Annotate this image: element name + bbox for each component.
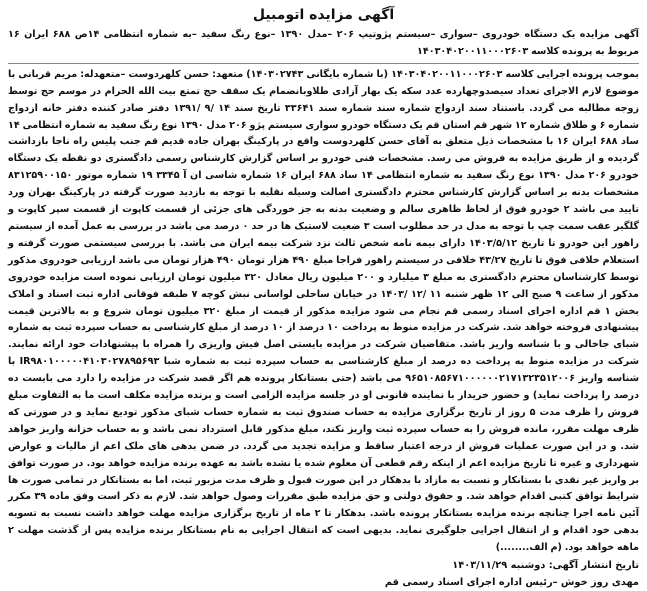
notice-body: بموجب پرونده اجرایی کلاسه ۱۴۰۳۰۴۰۲۰۰۱۱۰۰۰۲۶۰۳ (با شماره بایگانی ۱۴۰۳۰۲۷۴۳) متعهد: حسن کلهردوست –متعهدله: مریم قربانی با موضوع لازم الاجرای تعداد سیصدوچهارده عدد سکه یک بهار آزادی طلاوبانضمام یک سقف حج تمتع بیت الله الحرام در موسم حج توسط زوجه مطالبه می گردد. باستناد سند ازدواج شماره سند شماره سند ۳۳۶۴۱ تاریخ سند ۱۴ /۹ /۱۳۹۱ دفتر صادر کننده دفتر خانه ازدواج شماره ۶ و طلاق شماره ۱۲ شهر قم استان قم یک دستگاه خودرو سواری سیستم پژو ۲۰۶ مدل ۱۳۹۰ نوع رنگ سفید به شماره انتظامی ۱۴ ساد ۶۸۸ ایران ۱۶ با مشخصات ذیل متعلق به آقای حسن کلهردوست واقع در پارکینگ بهران جاده قدیم قم جنب پلیس راه ناجا بازداشت گردیده و از طریق مزایده به فروش می رسد. مشخصات فنی خودرو بر اساس گزارش کارشناس رسمی دادگستری دو نقطه یک دستگاه خودرو ۲۰۶ مدل ۱۳۹۰ نوع رنگ سفید به شماره انتظامی ۱۴ ساد ۶۸۸ ایران ۱۶ شماره شاسی ان آ ۳۳۴۵ ۱۹ شماره موتور ۸۳۱۲۵۹۰۰۱۵۰ مشخصات بدنه بر اساس گزارش کارشناس محترم دادگستری اصالت وسیله نقلیه با توجه به بازدید صورت گرفته در پارکینگ بهران ورد تایید می باشد ۲ خودرو فوق از لحاظ ظاهری سالم و وضعیت بدنه به جز خوردگی های جزئی از قسمت کاپوت از قسمت سپر کاپوت و گلگیر عقب سمت چپ با توجه به مدل در حد مطلوب است ۳ ضعیت لاستیک ها در حد ۰ درصد می باشد در بررسی به عمل آمده از سیستم راهور این خودرو تا تاریخ ۱۴۰۳/۵/۱۲ دارای بیمه نامه شخص ثالث نزد شرکت بیمه ایران می باشد. با بررسی سیستمی صورت گرفته و استعلام خلافی فوق تا تاریخ ۴۳/۲۷ خلافی در سیستم راهور فراجا مبلغ ۴۹۰ هزار تومان ۴۹۰ هزار تومان می باشد ارزیابی خودروی مذکور توسط کارشناسان محترم دادگستری به مبلغ ۳ میلیارد و ۲۰۰ میلیون ریال معادل ۳۲۰ میلیون تومان ارزیابی نموده است مزایده خودروی مذکور از ساعت ۹ صبح الی ۱۲ ظهر شنبه ۱۱ /۱۲ /۱۴۰۳ در خیابان ساحلی لواسانی نبش کوچه ۷ طبقه فوقانی اداره ثبت اسناد و املاک بخش ۱ قم اداره اجرای اسناد رسمی قم نجام می شود مزایده مذکور از قیمت از مبلغ ۳۲۰ میلیون تومان شروع و به بالاترین قیمت پیشنهادی فروخته خواهد شد. شرکت در مزایده منوط به پرداخت ۱۰ درصد از ۱۰ درصد از مبلغ کارشناسی به حساب سپرده ثبت به شماره شبای جاخالی و با شناسه واریز باشد. متقاضیان شرکت در مزایده بایستی اصل فیش واریزی را همراه با پیشنهادات خود ارائه نمایند. شرکت در مزایده منوط به پرداخت ده درصد از مبلغ کارشناسی به حساب سپرده ثبت به شماره شبا IR۹۸۰۱۰۰۰۰۰۴۱۰۳۰۲۷۸۹۵۶۹۳ با شناسه واریز ۹۶۵۱۰۸۵۶۷۱۰۰۰۰۰۰۲۱۷۱۳۲۳۵۱۲۰۰۶ می باشد (حتی بستانکار پرونده هم اگر قصد شرکت در مزایده را دارد می بایست ده درصد را پرداخت نماید) و حضور خریدار با نماینده قانونی او در جلسه مزایده الزامی است و برنده مزایده مکلف است ما به التفاوت مبلغ فروش را ظرف مدت ۵ روز از تاریخ برگزاری مزایده به حساب صندوق ثبت به شماره حساب شبای مذکور تودیع نماید و در صورتی که ظرف مهلت مقرر، مانده فروش را به حساب سپرده ثبت واریز نکند، مبلغ مذکور قابل استرداد نمی باشد و به حساب خزانه واریز خواهد شد. و در این صورت عملیات فروش از درجه اعتبار ساقط و مزایده تجدید می گردد. در ضمن بدهی های ملک اعم از مالیات و عوارض شهرداری و غیره تا تاریخ مزایده اعم از اینکه رقم قطعی آن معلوم شده یا نشده باشد به عهده برنده مزایده خواهد بود. در صورت توافق بر واریز غیر نقدی با بستانکار و نسبت به مازاد با بدهکار در این صورت قبول و ظرف مدت مزبور ثبت، اما به بستانکار در تمامی صورت ها شرایط توافق کتبی اقدام خواهد شد. و حقوق دولتی و حق مزایده طبق مقررات وصول خواهد شد. لازم به ذکر است وفق ماده ۳۹ مکرر آئین نامه اجرا چنانچه برنده مزایده بستانکار پرونده باشد. بدهکار تا ۲ ماه از تاریخ برگزاری مزایده مهلت خواهد داشت نسبت به تسویه بدهی خود اقدام و از انتقال اجرایی جلوگیری نماید. بدیهی است که انتقال اجرایی به نام بستانکار برنده مزایده پس از گذشت مهلت ۲ ماهه خواهد بود. (م الف........) bbox=[8, 68, 640, 554]
publish-date: تاریخ انتشار آگهی: دوشنبه ۱۴۰۳/۱۱/۲۹ bbox=[452, 560, 639, 572]
signature-line: مهدی روز خوش –رئیس اداره اجرای اسناد رسمی قم bbox=[384, 577, 639, 589]
notice-title: آگهی مزایده اتومبیل bbox=[252, 7, 395, 23]
separator-line bbox=[8, 63, 639, 64]
notice-intro: آگهی مزایده یک دستگاه خودروی –سواری –سیستم پژوتیپ ۲۰۶ –مدل ۱۳۹۰ –نوع رنگ سفید –به شماره انتظامی ۱۴ص ۶۸۸ ایران ۱۶ مربوط به پرونده کلاسه ۱۴۰۳۰۴۰۲۰۰۱۱۰۰۰۲۶۰۳ bbox=[8, 29, 639, 57]
